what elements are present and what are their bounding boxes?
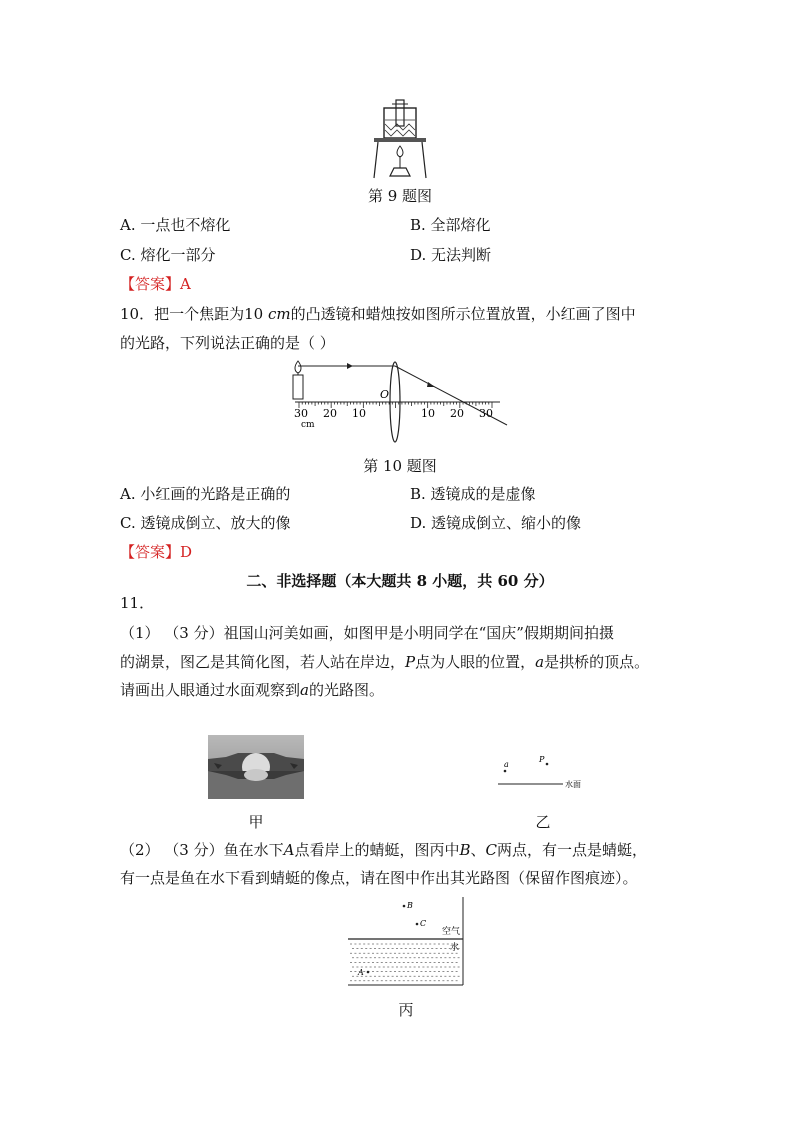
scale-label-10-left: 10	[352, 407, 366, 420]
q9-caption: 第 9 题图	[367, 187, 433, 205]
q11-part1-line2	[120, 652, 649, 672]
q11-number: 11．	[120, 594, 155, 612]
q11-part1-line3	[120, 680, 384, 700]
scale-label-30-right: 30	[479, 407, 493, 420]
fig-yi-water-label: 水面	[565, 780, 581, 789]
q11-part2-line1	[120, 840, 647, 860]
candle-icon	[293, 361, 303, 399]
q9-option-c: C. 熔化一部分	[120, 246, 216, 264]
q10-answer-label: 【答案】	[120, 543, 181, 561]
q11-part1-line3-b: 的光路图。	[308, 681, 384, 699]
q10-stem-unit: cm	[267, 305, 291, 323]
q11-part2-line1-c: 两点，有一点是蜻蜓，	[497, 841, 648, 859]
q10-stem-suffix: 的凸透镜和蜡烛按如图所示位置放置，小红画了图中	[290, 305, 636, 323]
q11-part2-line1-a: （2） （3 分）鱼在水下	[120, 841, 284, 859]
q11-part2-line2: 有一点是鱼在水下看到蜻蜓的像点，请在图中作出其光路图（保留作图痕迹）。	[120, 869, 638, 887]
q10-answer	[120, 542, 192, 562]
fig-bing-point-a: A	[358, 968, 364, 977]
q11-part2-point-a: A	[283, 841, 295, 859]
scale-label-10-right: 10	[421, 407, 435, 420]
fig-yi-caption: 乙	[535, 813, 551, 831]
q10-option-c: C. 透镜成倒立、放大的像	[120, 514, 291, 532]
q10-answer-value: D	[180, 543, 193, 561]
q10-option-a: A. 小红画的光路是正确的	[120, 485, 291, 503]
q9-option-a: A. 一点也不熔化	[120, 216, 231, 234]
q11-part1-line3-point: a	[300, 681, 309, 699]
q9-option-b: B. 全部熔化	[410, 216, 491, 234]
fig-yi-point-p: P	[539, 755, 545, 764]
lens-center-label: O	[380, 388, 390, 401]
fig-bing-point-c: C	[420, 919, 427, 928]
q9-apparatus-figure	[370, 98, 430, 180]
q11-part2-point-c: C	[485, 841, 498, 859]
section-heading: 二、非选择题（本大题共 8 小题，共 60 分）	[246, 572, 554, 590]
q10-caption: 第 10 题图	[363, 457, 437, 475]
q11-part1-point-p: P	[405, 653, 416, 671]
q11-part1-line2-a: 的湖景，图乙是其简化图，若人站在岸边，	[120, 653, 406, 671]
scale-label-20-left: 20	[323, 407, 337, 420]
q11-part1-line3-a: 请画出人眼通过水面观察到	[120, 681, 301, 699]
q10-option-b: B. 透镜成的是虚像	[410, 485, 536, 503]
q11-part2-line1-b: 点看岸上的蜻蜓，图丙中	[294, 841, 460, 859]
q11-part2-sep: 、	[470, 841, 486, 859]
scale-label-20-right: 20	[450, 407, 464, 420]
q11-part1-line2-c: 是拱桥的顶点。	[544, 653, 650, 671]
q10-option-d: D. 透镜成倒立、缩小的像	[410, 514, 582, 532]
fig-bing-water-label: 水	[450, 943, 460, 953]
q9-option-d: D. 无法判断	[410, 246, 492, 264]
q10-stem-prefix: 10．把一个焦距为10	[120, 305, 268, 323]
q11-part1-line1: （1） （3 分）祖国山河美如画，如图甲是小明同学在“国庆”假期期间拍摄	[120, 624, 614, 642]
fig-bing-caption: 丙	[398, 1001, 414, 1019]
fig-yi-point-a: a	[504, 760, 509, 769]
q11-part2-point-b: B	[459, 841, 471, 859]
q10-stem-line1	[120, 304, 636, 324]
scale-label-30-left: 30	[294, 407, 308, 420]
q9-answer-label: 【答案】	[120, 275, 181, 293]
q10-stem-line2: 的光路，下列说法正确的是（ ）	[120, 334, 335, 352]
scale-unit-label: cm	[301, 420, 315, 430]
q9-answer-value: A	[180, 275, 191, 293]
q9-answer	[120, 274, 191, 294]
q11-part1-point-a: a	[535, 653, 545, 671]
q10-lens-figure	[285, 355, 515, 445]
fig-jia-caption: 甲	[248, 813, 264, 831]
fig-yi-diagram	[495, 750, 595, 794]
fig-bing-air-label: 空气	[442, 927, 461, 937]
fig-bing-diagram	[345, 895, 467, 989]
fig-jia-bridge-photo	[208, 735, 304, 799]
fig-bing-point-b: B	[407, 901, 413, 910]
q11-part1-line2-b: 点为人眼的位置，	[415, 653, 536, 671]
